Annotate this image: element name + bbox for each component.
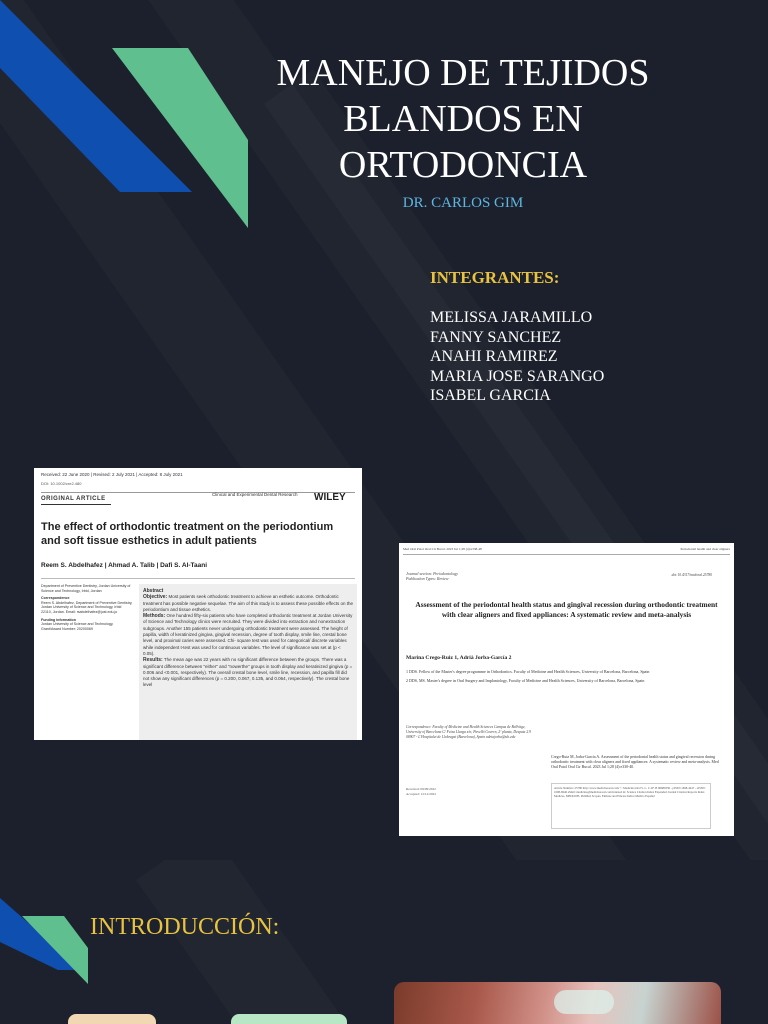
member-item: ANAHI RAMIREZ <box>430 348 558 365</box>
member-item: ISABEL GARCIA <box>430 387 551 404</box>
corner-decoration <box>0 860 100 990</box>
methods-text: One hundred fifty-six patients who have completed orthodontic treatment at Jordan University of Science and Technology clinics were recruited. They were divided into extraction and nonextraction subgroups. Another 155 patients never undergoing orthodontic treatment were assessed. The height of papilla, width of keratinized gingiva, gingival recession, degree of tooth display, smile line, crestal bone level, and proximal caries were assessed. Chi- square test was used for categorical/ discrete variables while independent t-test was used for continuous variables. The level of significance was set at (p < 0.05). <box>143 613 353 656</box>
accepted-date: Accepted: 12/12/2022 <box>406 791 437 796</box>
article-doi: doi:10.4317/medoral.25780 <box>671 573 712 577</box>
article-header-right: Periodontal health and clear aligners <box>680 547 730 551</box>
objective-text: Most patients seek orthodontic treatment to achieve an esthetic outcome. Orthodontic treatment has possible negative sequelae. The aim of this study is to assess these possible effects on the periodontium and tissue esthetics. <box>143 594 353 612</box>
divider <box>41 504 111 505</box>
info-card <box>231 1014 347 1024</box>
journal-name: Clinical and Experimental Dental Research <box>212 492 298 497</box>
introduction-slide <box>0 860 768 1024</box>
photo-highlight <box>554 990 614 1014</box>
clinical-photo <box>394 982 721 1024</box>
article-title: The effect of orthodontic treatment on the periodontium and soft tissue esthetics in adult patients <box>41 521 334 547</box>
publisher-logo: WILEY <box>314 492 346 503</box>
methods-label: Methods: <box>143 613 166 620</box>
publication-type: Publication Types: Review <box>406 576 449 581</box>
member-item: FANNY SANCHEZ <box>430 328 562 346</box>
presentation-title: MANEJO DE TEJIDOS BLANDOS EN ORTODONCIA <box>276 52 650 186</box>
objective-label: Objective: <box>143 594 168 601</box>
divider <box>41 492 355 493</box>
abstract-label: Abstract <box>143 588 164 594</box>
article-image-1 <box>34 468 362 740</box>
funding-label: Funding information <box>41 617 76 622</box>
divider <box>403 554 730 555</box>
received-date: Received: 09/09/2022 <box>406 787 436 791</box>
section-heading: INTRODUCCIÓN: <box>90 914 280 940</box>
article-section: ORIGINAL ARTICLE <box>41 496 106 502</box>
article-dates <box>406 787 436 796</box>
affiliation: 2 DDS, MS. Master's degree in Oral Surgery and Implantology, Faculty of Medicine and Health Sciences, University of Barcelona, Barcelona, Spain <box>406 678 645 684</box>
article-sidebar <box>41 584 133 631</box>
correspondence-label: Correspondence <box>41 596 70 601</box>
article-authors: Reem S. Abdelhafez | Ahmad A. Talib | Dafi S. Al-Taani <box>41 562 208 569</box>
citation: Crego-Ruiz M, Jorba-García A. Assessment of the periodontal health status and gingival recession during orthodontic treatment with clear aligners and fixed appliances: A systematic review and meta-analysis. Med Oral Patol Oral Cir Bucal. 2023 Jul 1;28 (4):e330-40. <box>551 755 719 770</box>
article-doi: DOI: 10.1002/cre2.480 <box>41 481 82 486</box>
member-item: MARIA JOSE SARANGO <box>430 367 605 385</box>
correspondence: Correspondence: Faculty of Medicine and Health Sciences Campus de Bellvitge, University of Barcelona C/ Feixa Llarga s/n; Pavelló Govern, 2ª planta, Despatx 2.9 08907 - L'Hospitalet de Llobregat (Barcelona), Spain adriajorba@ub.edu <box>406 725 531 739</box>
affiliations <box>406 669 724 684</box>
article-title: Assessment of the periodontal health status and gingival recession during orthodontic treatment with clear aligners and fixed appliances: A systematic review and meta-analysis <box>415 600 718 619</box>
article-image-2 <box>399 543 734 836</box>
member-item: MELISSA JARAMILLO <box>430 309 593 326</box>
journal-section: Journal section: Periodontology <box>406 571 458 576</box>
correspondence: Reem S. Abdelhafez, Department of Preventive Dentistry, Jordan University of Science and Technology, Irbid 22110, Jordan. Email: rsabdelhafez@just.edu.jo <box>41 600 133 614</box>
article-dates: Received: 22 June 2020 | Revised: 2 July 2021 | Accepted: 8 July 2021 <box>41 472 183 477</box>
info-card <box>68 1014 156 1024</box>
article-header-left: Med Oral Patol Oral Cir Bucal. 2023 Jul 1;28 (4):e338-48 <box>403 547 482 551</box>
affiliation: 1 DDS. Fellow of the Master's degree programme in Orthodontics. Faculty of Medicine and Health Sciences, University of Barcelona, Barcelona, Spain <box>406 669 650 674</box>
affiliation: Department of Preventive Dentistry, Jordan University of Science and Technology, Irbid, Jordan <box>41 584 131 593</box>
members-heading: INTEGRANTES: <box>430 268 560 287</box>
article-authors: Marina Crego-Ruiz 1, Adrià Jorba-García 2 <box>406 655 512 661</box>
members-list <box>430 308 604 406</box>
results-text: The mean age was 22 years with no significant difference between the groups. There was a significant difference between "either" and "nowerthe" groups in tooth display and keratinized gingiva (p = 0.006 and <0.001, respectively). The overall crestal bone level, smile line, recession, and papilla fill did not show any significant differences (p = 0.200, 0.067, 0.135, and 0.064, respectively). The crestal bone level <box>143 657 353 688</box>
results-label: Results: <box>143 657 163 664</box>
presenter-name: DR. CARLOS GIM <box>402 195 524 211</box>
divider <box>41 578 355 579</box>
journal-info-box: Article Number: 25780 http://www.medicinaoral.com/ © Medicina Oral S. L. C.I.F. B 96689336 - pISSN 1698-4447 - eISSN: 1698-6946 eMail: medicina@medicinaoral.com Indexed in: Science Citation Index Expanded Journal Citation Reports Index Medicus, MEDLINE, PubMed Scopus, Embase and Emcare Indice Médico Español <box>551 783 711 829</box>
corner-decoration <box>0 0 260 240</box>
article-abstract <box>139 584 357 740</box>
funding: Jordan University of Science and Technology, Grant/Award Number: 20200069 <box>41 622 114 631</box>
article-section <box>406 571 458 581</box>
